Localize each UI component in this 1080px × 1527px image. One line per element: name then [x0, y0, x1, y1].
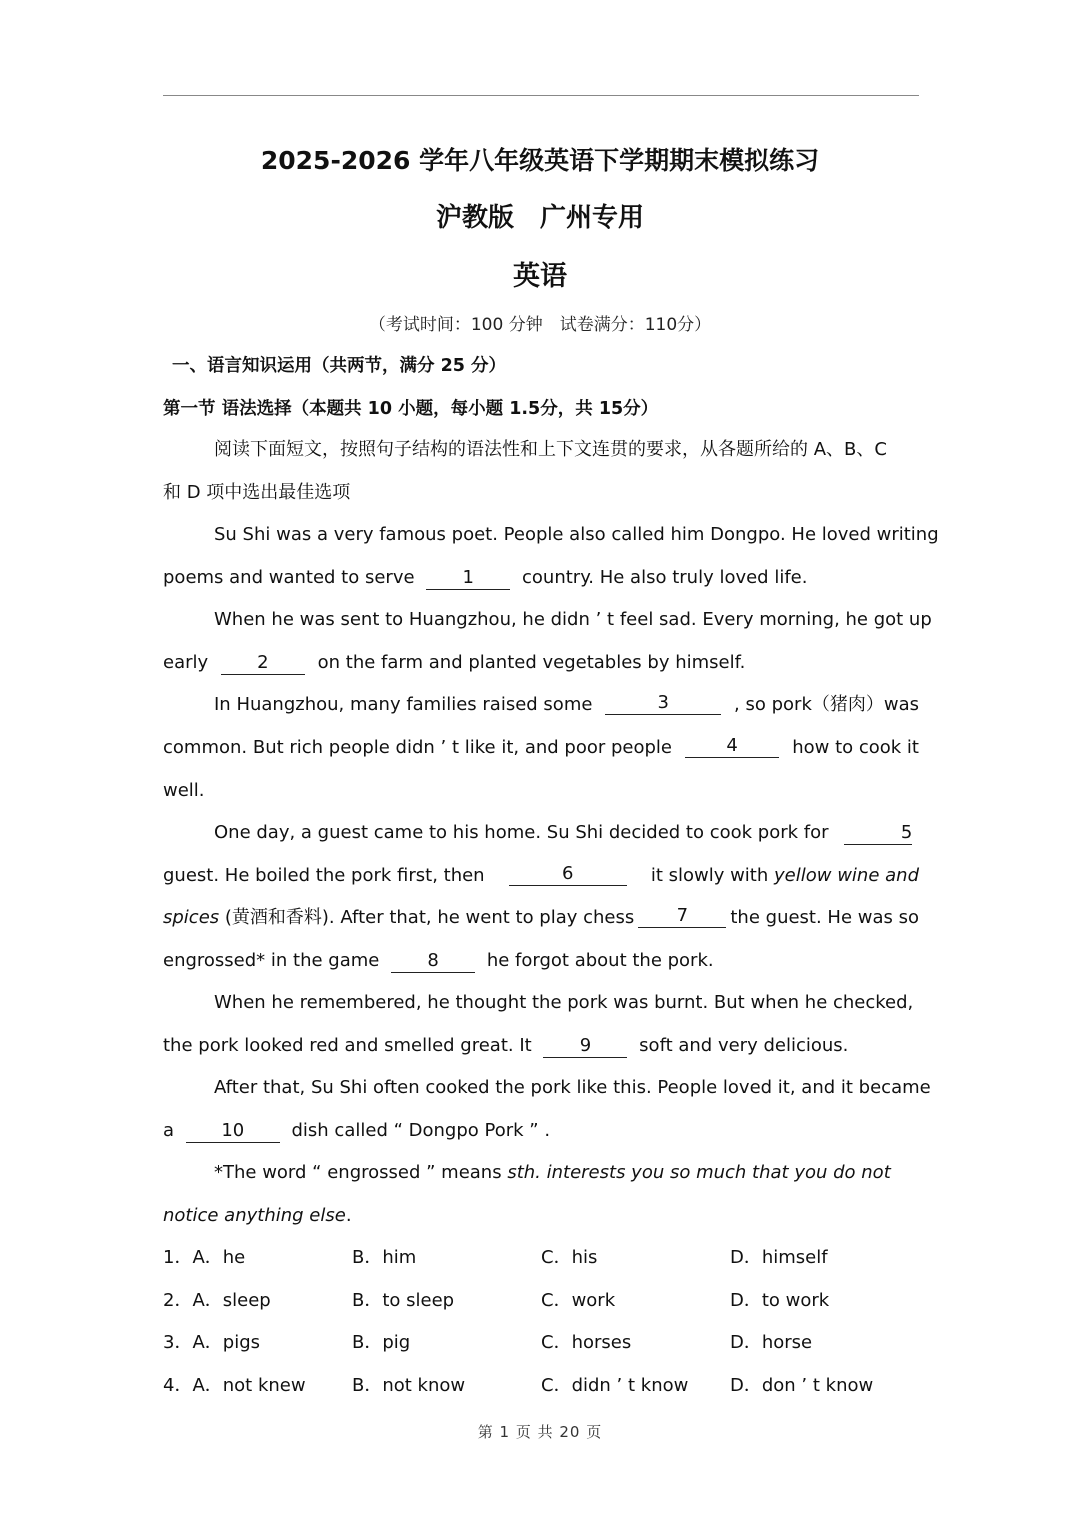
passage-text: One day, a guest came to his home. Su Shi decided to cook pork for — [214, 822, 829, 843]
passage-line — [163, 948, 919, 974]
option-4c: C．didn ’ t know — [541, 1375, 689, 1396]
blank-8: 8 — [391, 950, 475, 973]
passage-text: early — [163, 652, 209, 673]
section-heading: 第一节 语法选择（本题共 10 小题，每小题 1.5分，共 15分） — [163, 399, 659, 419]
passage-line: Su Shi was a very famous poet. People also called him Dongpo. He loved writing — [214, 524, 939, 545]
passage-text: he forgot about the pork. — [486, 950, 714, 971]
blank-2: 2 — [221, 652, 305, 675]
passage-text: spices (黄酒和香料). After that, he went to play chess — [163, 907, 635, 928]
passage-text: on the farm and planted vegetables by himself. — [317, 652, 746, 673]
passage-text: poems and wanted to serve — [163, 567, 415, 588]
header-rule — [163, 95, 919, 96]
passage-text: a — [163, 1120, 175, 1141]
passage-line: When he remembered, he thought the pork was burnt. But when he checked, — [214, 992, 914, 1013]
passage-text: country. He also truly loved life. — [522, 567, 808, 588]
footnote-line: notice anything else. — [163, 1205, 352, 1226]
option-1c: C．his — [541, 1247, 598, 1268]
page-number: 第 1 页 共 20 页 — [477, 1423, 603, 1441]
passage-text: guest. He boiled the pork first, then — [163, 865, 485, 886]
option-1d: D．himself — [730, 1247, 828, 1268]
passage-line — [163, 565, 919, 591]
blank-7: 7 — [638, 905, 726, 928]
blank-5: 5 — [844, 822, 912, 845]
passage-text: , so pork（猪肉）was — [734, 694, 919, 715]
exam-edition: 沪教版 广州专用 — [435, 203, 644, 233]
passage-line — [214, 820, 929, 846]
passage-line — [163, 863, 919, 889]
footnote-definition: notice anything else — [163, 1205, 346, 1226]
option-2c: C．work — [541, 1290, 616, 1311]
passage-text: soft and very delicious. — [639, 1035, 849, 1056]
blank-10: 10 — [186, 1120, 280, 1143]
footnote-text: *The word “ engrossed ” means — [214, 1162, 502, 1183]
passage-text: the pork looked red and smelled great. It — [163, 1035, 532, 1056]
footnote-definition: sth. interests you so much that you do not — [507, 1162, 891, 1183]
passage-line — [163, 650, 919, 676]
blank-1: 1 — [426, 567, 510, 590]
passage-line — [163, 1033, 919, 1059]
option-1b: B．him — [352, 1247, 417, 1268]
option-3a: 3．A．pigs — [163, 1332, 260, 1353]
blank-6: 6 — [509, 863, 627, 886]
passage-text: engrossed* in the game — [163, 950, 380, 971]
passage-line: After that, Su Shi often cooked the pork like this. People loved it, and it became — [214, 1077, 931, 1098]
option-2b: B．to sleep — [352, 1290, 455, 1311]
part-heading: 一、语言知识运用（共两节，满分 25 分） — [172, 356, 507, 376]
exam-subject: 英语 — [513, 261, 567, 292]
blank-4: 4 — [685, 735, 779, 758]
option-3b: B．pig — [352, 1332, 411, 1353]
option-1a: 1．A．he — [163, 1247, 246, 1268]
instruction-line-2: 和 D 项中选出最佳选项 — [163, 482, 351, 503]
instruction-line-1: 阅读下面短文，按照句子结构的语法性和上下文连贯的要求，从各题所给的 A、B、C — [214, 439, 887, 460]
exam-info: （考试时间：100 分钟 试卷满分：110分） — [368, 315, 712, 335]
passage-text: common. But rich people didn ’ t like it, and poor people — [163, 737, 673, 758]
option-2d: D．to work — [730, 1290, 830, 1311]
passage-line: well. — [163, 780, 205, 801]
blank-3: 3 — [605, 692, 721, 715]
passage-text: how to cook it — [792, 737, 919, 758]
option-3d: D．horse — [730, 1332, 813, 1353]
passage-line — [163, 735, 919, 761]
option-4d: D．don ’ t know — [730, 1375, 874, 1396]
option-3c: C．horses — [541, 1332, 632, 1353]
passage-line — [214, 692, 919, 718]
passage-text: dish called “ Dongpo Pork ” . — [291, 1120, 551, 1141]
passage-text: the guest. He was so — [730, 907, 919, 928]
passage-text: In Huangzhou, many families raised some — [214, 694, 593, 715]
option-4a: 4．A．not knew — [163, 1375, 306, 1396]
passage-line — [163, 905, 919, 931]
passage-text: it slowly with yellow wine and — [650, 865, 919, 886]
footnote-line — [214, 1160, 919, 1186]
option-2a: 2．A．sleep — [163, 1290, 271, 1311]
passage-line — [163, 1118, 919, 1144]
passage-line: When he was sent to Huangzhou, he didn ’ t feel sad. Every morning, he got up — [214, 609, 932, 630]
option-4b: B．not know — [352, 1375, 466, 1396]
exam-title: 2025-2026 学年八年级英语下学期期末模拟练习 — [260, 146, 820, 175]
blank-9: 9 — [543, 1035, 627, 1058]
